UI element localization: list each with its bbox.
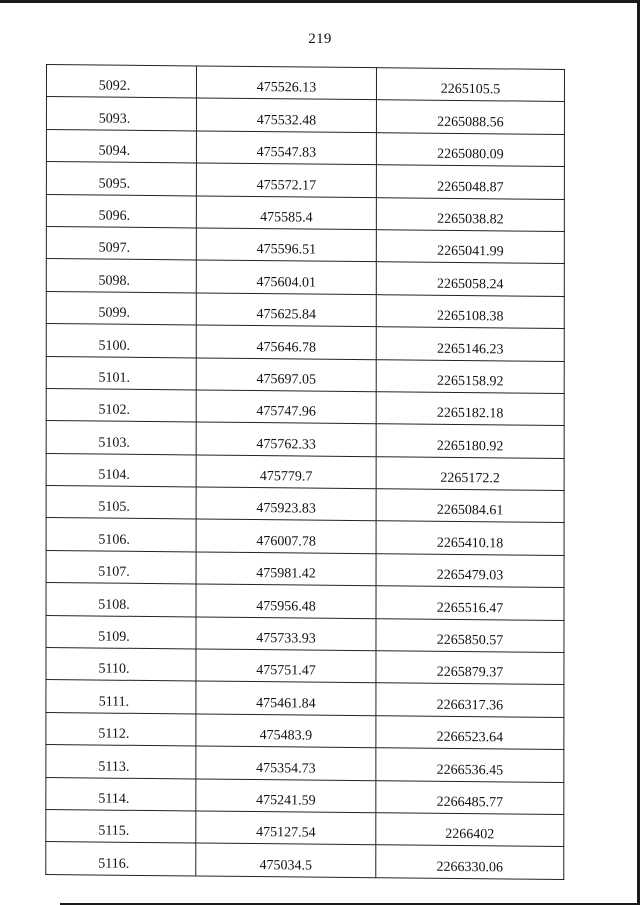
point-number-cell: 5106. (46, 518, 196, 552)
table-row (46, 712, 564, 749)
x-coordinate-cell: 475572.17 (196, 163, 376, 197)
point-number-cell: 5092. (46, 65, 196, 99)
point-number-cell: 5103. (46, 421, 196, 455)
x-coordinate-cell: 475646.78 (196, 325, 376, 359)
x-coordinate-cell: 475532.48 (196, 98, 376, 132)
x-coordinate-cell: 475779.7 (196, 455, 376, 489)
table-row (46, 162, 564, 199)
table-row (46, 615, 564, 652)
point-number-cell: 5094. (46, 129, 196, 163)
point-number-cell: 5104. (46, 453, 196, 487)
point-number-cell: 5101. (46, 356, 196, 390)
point-number-cell: 5097. (46, 226, 196, 260)
point-number-cell: 5108. (46, 583, 196, 617)
y-coordinate-cell: 2265479.03 (376, 554, 564, 588)
x-coordinate-cell: 475604.01 (196, 260, 376, 294)
table-row (46, 324, 564, 361)
x-coordinate-cell: 475625.84 (196, 293, 376, 327)
coordinates-table (45, 64, 565, 880)
x-coordinate-cell: 476007.78 (196, 519, 376, 553)
table-row (46, 194, 564, 231)
table-row (46, 648, 564, 685)
point-number-cell: 5098. (46, 259, 196, 293)
y-coordinate-cell: 2265850.57 (376, 618, 564, 652)
table-row (46, 486, 564, 523)
x-coordinate-cell: 475585.4 (196, 196, 376, 230)
table-row (46, 356, 564, 393)
point-number-cell: 5109. (46, 615, 196, 649)
point-number-cell: 5100. (46, 324, 196, 358)
coordinates-table-body (46, 65, 565, 880)
point-number-cell: 5113. (46, 745, 196, 779)
x-coordinate-cell: 475733.93 (196, 617, 376, 651)
point-number-cell: 5095. (46, 162, 196, 196)
x-coordinate-cell: 475483.9 (196, 714, 376, 748)
table-row (46, 680, 564, 717)
x-coordinate-cell: 475526.13 (196, 66, 376, 100)
y-coordinate-cell: 2265041.99 (376, 230, 564, 264)
scan-border-gap (0, 900, 60, 905)
point-number-cell: 5115. (46, 810, 196, 844)
y-coordinate-cell: 2266330.06 (376, 845, 564, 879)
scan-border-top (0, 0, 640, 3)
y-coordinate-cell: 2266317.36 (376, 683, 564, 717)
x-coordinate-cell: 475596.51 (196, 228, 376, 262)
table-row (46, 388, 564, 425)
table-row (46, 453, 564, 490)
table-row (46, 842, 564, 879)
table-row (46, 65, 564, 102)
coordinates-table-wrapper (45, 64, 564, 880)
y-coordinate-cell: 2265058.24 (376, 262, 564, 296)
point-number-cell: 5111. (46, 680, 196, 714)
table-row (46, 421, 564, 458)
y-coordinate-cell: 2265088.56 (376, 100, 564, 134)
y-coordinate-cell: 2265180.92 (376, 424, 564, 458)
y-coordinate-cell: 2265038.82 (376, 197, 564, 231)
table-row (46, 259, 564, 296)
point-number-cell: 5116. (46, 842, 196, 876)
y-coordinate-cell: 2265146.23 (376, 327, 564, 361)
table-row (46, 777, 564, 814)
x-coordinate-cell: 475127.54 (196, 811, 376, 845)
x-coordinate-cell: 475241.59 (196, 779, 376, 813)
table-row (46, 550, 564, 587)
point-number-cell: 5114. (46, 777, 196, 811)
table-row (46, 291, 564, 328)
x-coordinate-cell: 475981.42 (196, 552, 376, 586)
y-coordinate-cell: 2265516.47 (376, 586, 564, 620)
point-number-cell: 5107. (46, 550, 196, 584)
table-row (46, 97, 564, 134)
table-row (46, 583, 564, 620)
y-coordinate-cell: 2265182.18 (376, 392, 564, 426)
x-coordinate-cell: 475354.73 (196, 746, 376, 780)
x-coordinate-cell: 475747.96 (196, 390, 376, 424)
table-row (46, 745, 564, 782)
y-coordinate-cell: 2266523.64 (376, 716, 564, 750)
x-coordinate-cell: 475034.5 (196, 843, 376, 877)
y-coordinate-cell: 2265105.5 (376, 68, 564, 102)
x-coordinate-cell: 475751.47 (196, 649, 376, 683)
y-coordinate-cell: 2266536.45 (376, 748, 564, 782)
point-number-cell: 5112. (46, 712, 196, 746)
point-number-cell: 5099. (46, 291, 196, 325)
point-number-cell: 5096. (46, 194, 196, 228)
table-row (46, 518, 564, 555)
x-coordinate-cell: 475547.83 (196, 131, 376, 165)
table-row (46, 810, 564, 847)
y-coordinate-cell: 2265084.61 (376, 489, 564, 523)
table-row (46, 129, 564, 166)
x-coordinate-cell: 475762.33 (196, 422, 376, 456)
table-row (46, 226, 564, 263)
y-coordinate-cell: 2266402 (376, 813, 564, 847)
y-coordinate-cell: 2265158.92 (376, 359, 564, 393)
y-coordinate-cell: 2266485.77 (376, 780, 564, 814)
y-coordinate-cell: 2265080.09 (376, 132, 564, 166)
point-number-cell: 5110. (46, 648, 196, 682)
x-coordinate-cell: 475956.48 (196, 584, 376, 618)
page-number: 219 (308, 31, 332, 47)
point-number-cell: 5093. (46, 97, 196, 131)
y-coordinate-cell: 2265410.18 (376, 521, 564, 555)
x-coordinate-cell: 475461.84 (196, 681, 376, 715)
x-coordinate-cell: 475923.83 (196, 487, 376, 521)
y-coordinate-cell: 2265879.37 (376, 651, 564, 685)
point-number-cell: 5102. (46, 388, 196, 422)
point-number-cell: 5105. (46, 486, 196, 520)
y-coordinate-cell: 2265108.38 (376, 294, 564, 328)
y-coordinate-cell: 2265048.87 (376, 165, 564, 199)
x-coordinate-cell: 475697.05 (196, 357, 376, 391)
y-coordinate-cell: 2265172.2 (376, 456, 564, 490)
